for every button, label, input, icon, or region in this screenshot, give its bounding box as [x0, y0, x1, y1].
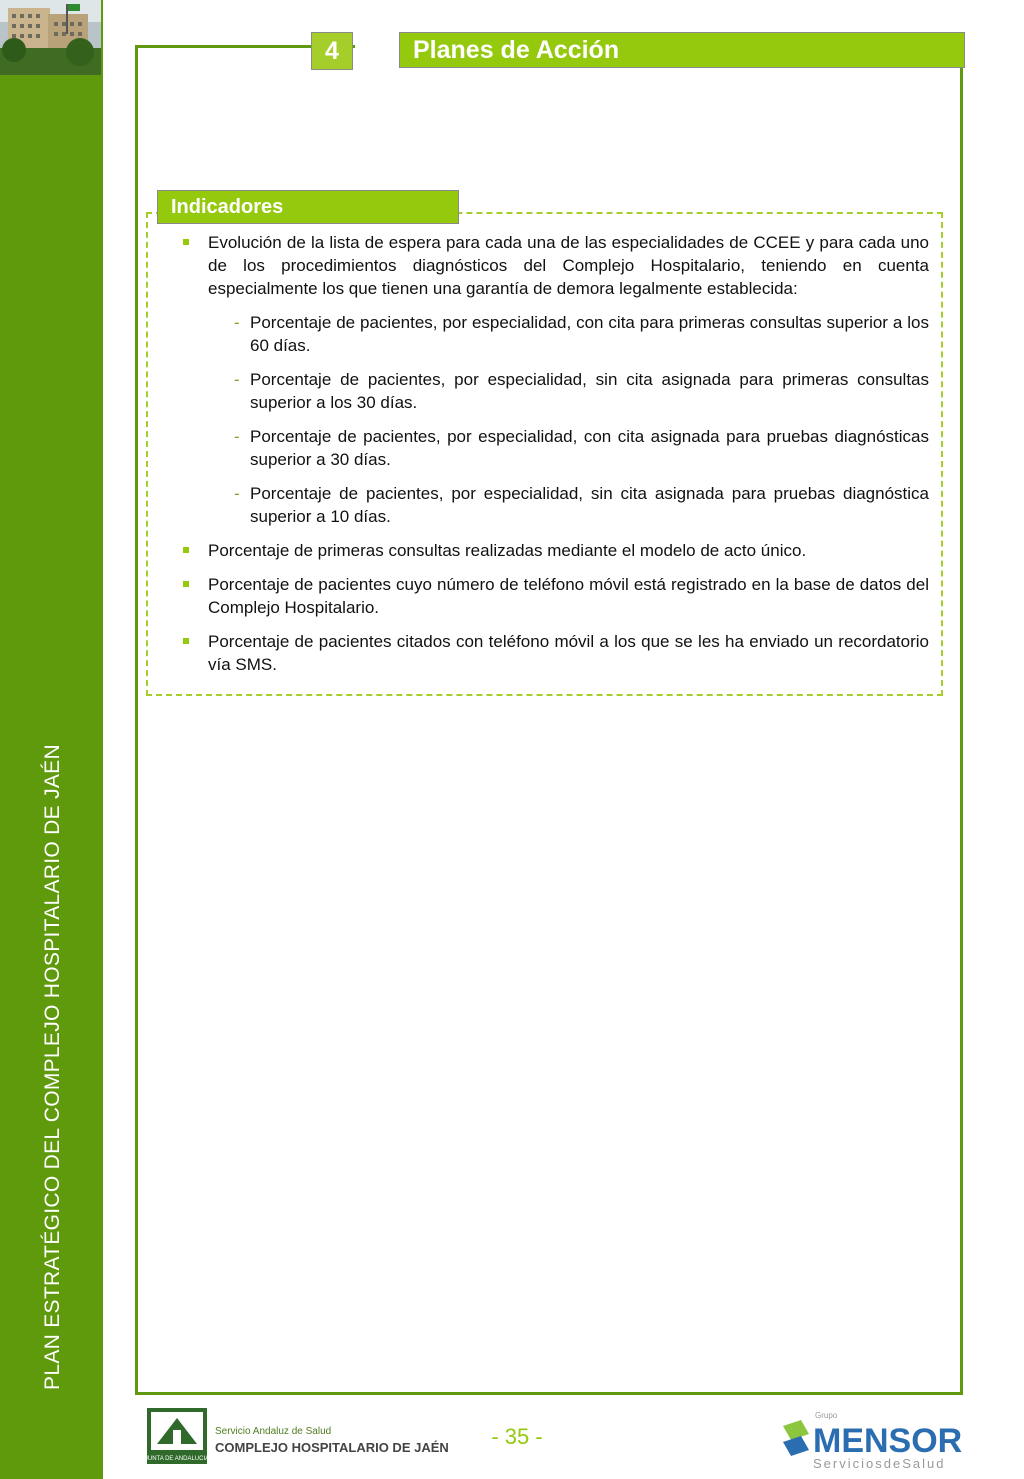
svg-text:Servicio Andaluz de Salud: Servicio Andaluz de Salud: [215, 1426, 332, 1437]
sub-list-item-text: Porcentaje de pacientes, por especialidad, con cita para primeras consultas superior a los 60 días.: [250, 313, 929, 355]
list-item-text: Porcentaje de primeras consultas realizadas mediante el modelo de acto único.: [208, 541, 807, 560]
list-item-text: Porcentaje de pacientes cuyo número de teléfono móvil está registrado en la base de datos del Complejo Hospitalario.: [208, 575, 929, 617]
sidebar: [0, 0, 103, 1479]
dash-bullet-icon: -: [234, 427, 240, 446]
hospital-building-photo: [0, 0, 101, 75]
sub-list-item: [181, 311, 929, 357]
indicators-list: [181, 231, 929, 687]
section-title: Planes de Acción: [399, 32, 965, 68]
list-item-text: Evolución de la lista de espera para cada una de las especialidades de CCEE y para cada uno de los procedimientos diagnósticos del Complejo Hospitalario, teniendo en cuenta especialmente los que tienen una garantía de demora legalmente establecida:: [208, 233, 929, 298]
list-item: [181, 231, 929, 300]
svg-text:JUNTA DE ANDALUCIA: JUNTA DE ANDALUCIA: [144, 1456, 210, 1462]
dash-bullet-icon: -: [234, 370, 240, 389]
sub-list-item-text: Porcentaje de pacientes, por especialidad, con cita asignada para pruebas diagnósticas superior a 30 días.: [250, 427, 929, 469]
square-bullet-icon: [183, 638, 189, 644]
complejo-hospitalario-logo: [144, 1408, 449, 1464]
document-vertical-title: PLAN ESTRATÉGICO DEL COMPLEJO HOSPITALARIO DE JAÉN: [41, 744, 64, 1390]
sub-list-item: [181, 482, 929, 528]
square-bullet-icon: [183, 547, 189, 553]
sub-list-item-text: Porcentaje de pacientes, por especialidad, sin cita asignada para primeras consultas superior a los 30 días.: [250, 370, 929, 412]
sub-list-item-text: Porcentaje de pacientes, por especialidad, sin cita asignada para pruebas diagnóstica superior a 10 días.: [250, 484, 929, 526]
page-number: - 35 -: [491, 1424, 543, 1449]
svg-text:COMPLEJO HOSPITALARIO DE JAÉN: COMPLEJO HOSPITALARIO DE JAÉN: [215, 1440, 449, 1455]
list-item: [181, 573, 929, 619]
svg-text:Grupo: Grupo: [815, 1411, 838, 1420]
sub-list-item: [181, 425, 929, 471]
dash-bullet-icon: -: [234, 484, 240, 503]
sub-list-item: [181, 368, 929, 414]
mensor-logo: [781, 1410, 963, 1472]
dash-bullet-icon: -: [234, 313, 240, 332]
svg-text:ServiciosdeSalud: ServiciosdeSalud: [813, 1456, 946, 1471]
section-number: 4: [311, 32, 353, 70]
square-bullet-icon: [183, 581, 189, 587]
list-item-text: Porcentaje de pacientes citados con teléfono móvil a los que se les ha enviado un recordatorio vía SMS.: [208, 632, 929, 674]
list-item: [181, 539, 929, 562]
indicators-heading: Indicadores: [157, 190, 459, 224]
list-item: [181, 630, 929, 676]
svg-text:MENSOR: MENSOR: [813, 1422, 963, 1460]
square-bullet-icon: [183, 239, 189, 245]
